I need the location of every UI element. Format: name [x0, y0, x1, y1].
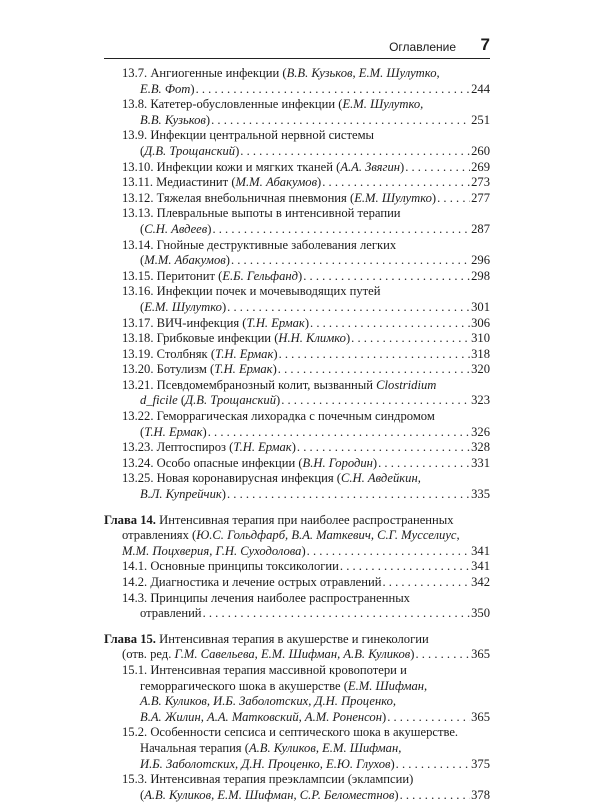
toc-line: [122, 757, 490, 773]
title-text: (: [140, 299, 145, 314]
title-text: ): [291, 440, 296, 455]
author-names: Е.Б. Гельфанд: [222, 268, 299, 283]
author-names: Е.М. Шулутко: [354, 190, 432, 205]
title-text: 15.1. Интенсивная терапия массивной кровопотери и: [122, 662, 407, 677]
title-text: ): [202, 424, 207, 439]
toc-line: [122, 487, 490, 503]
author-names: Т.Н. Ермак: [246, 315, 305, 330]
title-text: Начальная терапия (: [140, 740, 249, 755]
author-names: В.Л. Купрейчик: [140, 487, 222, 502]
title-text: ): [400, 159, 405, 174]
toc-entry[interactable]: [104, 191, 490, 207]
title-text: (: [140, 787, 145, 802]
toc-text: [140, 606, 202, 622]
toc-line: [122, 471, 490, 487]
chapter-label: Глава 14.: [104, 512, 156, 527]
toc-line: [122, 788, 490, 803]
toc-line: [122, 160, 490, 176]
title-text: (: [140, 143, 145, 158]
title-text: ): [276, 393, 281, 408]
dot-leader: [303, 269, 470, 285]
toc-text: [140, 222, 211, 238]
page-ref: 296: [471, 253, 490, 268]
author-names: И.Б. Заболотских, Д.Н. Проценко, Е.Ю. Глухов: [140, 756, 391, 771]
toc-text: [122, 238, 396, 254]
toc-text: [122, 663, 407, 679]
title-text: ): [345, 331, 351, 346]
author-names: Т.Н. Ермак: [144, 424, 203, 439]
title-text: 13.21. Псевдомембранозный колит, вызванный: [122, 377, 377, 392]
dot-leader: [240, 144, 470, 160]
toc-text: [122, 772, 413, 788]
page-ref: 378: [471, 787, 490, 802]
page-ref: 310: [471, 331, 490, 346]
toc-line: [122, 253, 490, 269]
title-text: ): [272, 362, 277, 377]
title-text: отравлений: [140, 606, 202, 621]
title-text: ): [301, 543, 306, 558]
page-ref: 342: [471, 575, 490, 589]
title-text: 13.10. Инфекции кожи и мягких тканей (: [122, 159, 341, 174]
title-text: 13.22. Геморрагическая лихорадка с почечным синдромом: [122, 409, 435, 424]
table-of-contents: [104, 66, 490, 803]
title-text: 13.9. Инфекции центральной нервной системы: [122, 128, 375, 143]
author-names: В.Н. Городин: [302, 455, 373, 470]
toc-text: [122, 206, 401, 222]
dot-leader: [196, 82, 471, 98]
dot-leader: [231, 253, 470, 269]
title-text: 13.23. Лептоспироз (: [122, 440, 234, 455]
title-text: (: [177, 393, 186, 408]
toc-line: [104, 544, 490, 560]
toc-entry[interactable]: [104, 471, 490, 502]
toc-text: [122, 456, 377, 472]
title-text: (отв. ред.: [122, 647, 175, 662]
toc-text: [122, 559, 339, 575]
dot-leader: [382, 575, 470, 591]
dot-leader: [211, 113, 470, 129]
running-head: [104, 35, 490, 59]
toc-line: [122, 772, 490, 788]
page-ref: 251: [471, 112, 490, 127]
dot-leader: [378, 456, 470, 472]
toc-line: [122, 440, 490, 456]
title-text: отравлениях (: [122, 528, 197, 543]
title-text: 13.11. Медиастинит (: [122, 175, 236, 190]
title-text: 13.18. Грибковые инфекции (: [122, 331, 279, 346]
page-ref: 365: [471, 709, 490, 724]
toc-text: [140, 694, 396, 710]
author-names: В.А. Жилин, А.А. Матковский, А.М. Роненсон: [140, 709, 382, 724]
author-names: Е.М. Шулутко,: [342, 97, 424, 112]
title-text: ): [431, 190, 437, 205]
title-text: 13.25. Новая коронавирусная инфекция (: [122, 471, 341, 486]
author-names: Т.Н. Ермак: [214, 362, 273, 377]
title-text: 13.13. Плевральные выпоты в интенсивной терапии: [122, 206, 401, 221]
toc-entry[interactable]: [104, 591, 490, 622]
title-text: 15.2. Особенности сепсиса и септического шока в акушерстве.: [122, 725, 459, 740]
page-ref: 323: [471, 393, 490, 408]
author-names: Е.В. Фот: [140, 81, 191, 96]
dot-leader: [227, 487, 470, 503]
toc-entry[interactable]: [104, 663, 490, 725]
page-number: 7: [480, 35, 490, 54]
title-text: ): [190, 81, 195, 96]
toc-text: [122, 160, 404, 176]
author-names: С.Н. Авдеев: [144, 221, 208, 236]
toc-text: [122, 575, 381, 591]
toc-line: [122, 559, 490, 575]
toc-text: [122, 544, 306, 560]
toc-line: [122, 725, 490, 741]
toc-line: [122, 144, 490, 160]
page-ref: 269: [471, 159, 490, 174]
title-text: ): [205, 112, 211, 127]
page-ref: 326: [471, 424, 490, 439]
page-ref: 350: [471, 606, 490, 621]
title-text: ): [410, 647, 415, 662]
author-names: А.А. Звягин: [340, 159, 400, 174]
toc-entry[interactable]: [104, 66, 490, 97]
title-text: (: [140, 253, 145, 268]
toc-entry[interactable]: [104, 284, 490, 315]
toc-entry[interactable]: [104, 97, 490, 128]
toc-text: [122, 591, 410, 607]
title-text: ): [381, 709, 387, 724]
toc-text: [122, 331, 350, 347]
toc-line: [122, 362, 490, 378]
toc-entry[interactable]: [104, 440, 490, 456]
author-names: Н.Н. Климко: [278, 331, 346, 346]
title-text: 15.3. Интенсивная терапия преэклампсии (эклампсии): [122, 772, 414, 787]
chapter-label: Глава 15.: [104, 631, 156, 646]
title-text: 13.16. Инфекции почек и мочевыводящих путей: [122, 284, 381, 299]
title-text: 14.1. Основные принципы токсикологии: [122, 559, 339, 574]
toc-entry[interactable]: [104, 331, 490, 347]
toc-line: [104, 513, 490, 529]
toc-text: [122, 269, 302, 285]
author-names: Ю.С. Гольдфарб, В.А. Маткевич, С.Г. Мусселиус,: [196, 528, 460, 543]
title-text: ): [235, 143, 240, 158]
toc-line: [122, 347, 490, 363]
toc-entry[interactable]: [104, 725, 490, 772]
toc-text: [122, 128, 374, 144]
title-text: 13.12. Тяжелая внебольничная пневмония (: [122, 190, 355, 205]
toc-text: [122, 284, 381, 300]
toc-text: [122, 528, 460, 544]
toc-entry[interactable]: [104, 160, 490, 176]
title-text: ): [221, 487, 226, 502]
toc-line: [122, 284, 490, 300]
title-text: ): [225, 253, 230, 268]
toc-text: [122, 97, 423, 113]
toc-text: [140, 679, 427, 695]
toc-line: [122, 82, 490, 98]
toc-entry[interactable]: [104, 269, 490, 285]
toc-line: [122, 575, 490, 591]
page-ref: 320: [471, 362, 490, 377]
toc-text: [140, 741, 401, 757]
title-text: Интенсивная терапия в акушерстве и гинекологии: [155, 631, 429, 646]
toc-text: [122, 440, 296, 456]
toc-text: [122, 316, 309, 332]
toc-text: [122, 347, 278, 363]
toc-line: [122, 741, 490, 757]
toc-text: [122, 647, 414, 663]
toc-line: [122, 300, 490, 316]
toc-line: [122, 393, 490, 409]
toc-line: [122, 606, 490, 622]
toc-entry[interactable]: [104, 575, 490, 591]
toc-entry[interactable]: [104, 772, 490, 803]
toc-text: [140, 487, 226, 503]
dot-leader: [281, 393, 470, 409]
toc-text: [122, 191, 436, 207]
title-text: 13.19. Столбняк (: [122, 346, 216, 361]
toc-entry[interactable]: [104, 347, 490, 363]
toc-chapter[interactable]: [104, 632, 490, 663]
dot-leader: [351, 331, 470, 347]
page-ref: 365: [471, 647, 490, 662]
page-ref: 341: [471, 559, 490, 574]
author-names: Т.Н. Ермак: [233, 440, 292, 455]
toc-line: [122, 316, 490, 332]
toc-text: [140, 788, 399, 803]
toc-line: [122, 97, 490, 113]
page-ref: 306: [471, 315, 490, 330]
dot-leader: [400, 788, 471, 803]
title-text: 13.17. ВИЧ-инфекция (: [122, 315, 247, 330]
author-names: А.В. Куликов, И.Б. Заболотских, Д.Н. Проценко,: [140, 694, 397, 709]
title-text: (: [140, 221, 145, 236]
toc-line: [104, 647, 490, 663]
toc-entry[interactable]: [104, 206, 490, 237]
dot-leader: [415, 647, 470, 663]
toc-text: [140, 253, 230, 269]
dot-leader: [322, 175, 470, 191]
toc-line: [122, 128, 490, 144]
title-text: ): [273, 346, 278, 361]
author-names: Г.М. Савельева, Е.М. Шифман, А.В. Куликов: [174, 647, 411, 662]
dot-leader: [307, 544, 470, 560]
author-names: С.Н. Авдейкин,: [340, 471, 421, 486]
toc-text: [140, 393, 280, 409]
toc-entry[interactable]: [104, 559, 490, 575]
toc-line: [122, 222, 490, 238]
toc-text: [104, 513, 454, 529]
toc-line: [122, 425, 490, 441]
title-text: 14.3. Принципы лечения наиболее распространенных: [122, 590, 410, 605]
page-ref: 277: [471, 190, 490, 205]
toc-text: [104, 632, 429, 648]
dot-leader: [405, 160, 470, 176]
page-ref: 318: [471, 346, 490, 361]
dot-leader: [396, 757, 470, 773]
page-ref: 260: [471, 143, 490, 158]
toc-line: [122, 456, 490, 472]
toc-line: [122, 378, 490, 394]
author-names: М.М. Абакумов: [144, 253, 226, 268]
author-names: d_ficile: [140, 393, 178, 408]
page-ref: 335: [471, 487, 490, 502]
author-names: М.М. Поцхверия, Г.Н. Суходолова: [122, 543, 302, 558]
toc-text: [122, 175, 321, 191]
toc-line: [122, 206, 490, 222]
toc-line: [122, 679, 490, 695]
page-ref: 328: [471, 440, 490, 455]
toc-text: [140, 710, 386, 726]
author-names: А.В. Куликов, Е.М. Шифман,: [248, 740, 402, 755]
title-text: ): [317, 175, 322, 190]
toc-text: [140, 113, 210, 129]
author-names: Е.М. Шулутко: [144, 299, 222, 314]
page-ref: 273: [471, 175, 490, 190]
title-text: ): [372, 455, 378, 470]
toc-entry[interactable]: [104, 456, 490, 472]
title-text: 13.20. Ботулизм (: [122, 362, 215, 377]
toc-chapter[interactable]: [104, 513, 490, 560]
dot-leader: [297, 440, 470, 456]
page-ref: 244: [471, 81, 490, 96]
dot-leader: [437, 191, 470, 207]
toc-text: [122, 409, 435, 425]
dot-leader: [310, 316, 470, 332]
page-ref: 331: [471, 455, 490, 470]
title-text: Интенсивная терапия при наиболее распространенных: [155, 512, 454, 527]
toc-line: [122, 238, 490, 254]
toc-entry[interactable]: [104, 128, 490, 159]
toc-line: [122, 694, 490, 710]
dot-leader: [203, 606, 471, 622]
toc-text: [140, 425, 207, 441]
author-names: Д.В. Трощанский: [144, 143, 236, 158]
toc-text: [122, 725, 458, 741]
toc-line: [122, 710, 490, 726]
toc-text: [122, 378, 436, 394]
toc-line: [122, 191, 490, 207]
dot-leader: [387, 710, 470, 726]
toc-line: [122, 591, 490, 607]
title-text: ): [304, 315, 310, 330]
title-text: ): [394, 787, 399, 802]
toc-text: [122, 66, 440, 82]
title-text: 13.8. Катетер-обусловленные инфекции (: [122, 97, 343, 112]
toc-text: [140, 300, 226, 316]
author-names: Е.М. Шифман,: [347, 678, 428, 693]
page-ref: 301: [471, 299, 490, 314]
toc-entry[interactable]: [104, 238, 490, 269]
dot-leader: [278, 362, 470, 378]
toc-entry[interactable]: [104, 316, 490, 332]
title-text: 13.24. Особо опасные инфекции (: [122, 455, 303, 470]
toc-line: [104, 632, 490, 648]
author-names: В.В. Кузьков: [140, 112, 206, 127]
title-text: (: [140, 424, 145, 439]
toc-entry[interactable]: [104, 409, 490, 440]
toc-line: [122, 269, 490, 285]
dot-leader: [340, 559, 470, 575]
page-ref: 298: [471, 268, 490, 283]
section-title: Оглавление: [389, 40, 456, 54]
author-names: М.М. Абакумов: [235, 175, 318, 190]
toc-text: [122, 471, 421, 487]
title-text: ): [221, 299, 227, 314]
title-text: 13.7. Ангиогенные инфекции (: [122, 66, 287, 80]
toc-line: [122, 409, 490, 425]
author-names: Clostridium: [376, 377, 437, 392]
toc-text: [140, 757, 395, 773]
author-names: А.В. Куликов, Е.М. Шифман, С.Р. Беломестнов: [144, 787, 395, 802]
dot-leader: [279, 347, 471, 363]
author-names: Т.Н. Ермак: [215, 346, 274, 361]
dot-leader: [227, 300, 470, 316]
toc-text: [140, 144, 239, 160]
author-names: Д.В. Трощанский: [185, 393, 276, 408]
toc-line: [122, 175, 490, 191]
toc-line: [104, 528, 490, 544]
toc-line: [122, 663, 490, 679]
toc-text: [140, 82, 195, 98]
toc-entry[interactable]: [104, 378, 490, 409]
title-text: 13.14. Гнойные деструктивные заболевания легких: [122, 237, 397, 252]
title-text: ): [298, 268, 303, 283]
page-ref: 341: [471, 543, 490, 558]
page-ref: 375: [471, 756, 490, 771]
title-text: геморрагического шока в акушерстве (: [140, 678, 348, 693]
title-text: ): [207, 221, 212, 236]
author-names: В.В. Кузьков, Е.М. Шулутко,: [286, 66, 440, 80]
dot-leader: [212, 222, 470, 238]
toc-line: [122, 113, 490, 129]
page-ref: 287: [471, 221, 490, 236]
toc-entry[interactable]: [104, 362, 490, 378]
toc-entry[interactable]: [104, 175, 490, 191]
toc-line: [122, 331, 490, 347]
title-text: 14.2. Диагностика и лечение острых отравлений: [122, 575, 382, 589]
toc-line: [122, 66, 490, 82]
title-text: 13.15. Перитонит (: [122, 268, 223, 283]
toc-text: [122, 362, 277, 378]
title-text: ): [390, 756, 395, 771]
dot-leader: [208, 425, 470, 441]
